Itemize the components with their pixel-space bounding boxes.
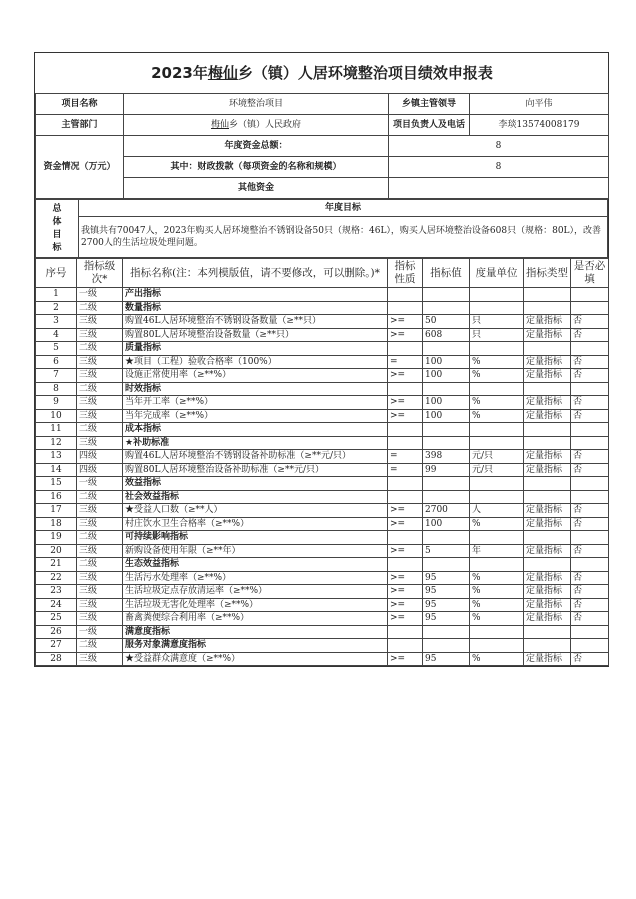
cell-value — [423, 423, 470, 437]
annual-total: 8 — [389, 136, 609, 157]
table-row — [36, 369, 609, 383]
cell-name: 生活污水处理率（≥**%） — [123, 571, 388, 585]
cell-unit — [470, 423, 524, 437]
cell-type: 定量指标 — [524, 504, 571, 518]
header-table — [35, 53, 609, 199]
cell-seq: 16 — [36, 490, 77, 504]
cell-value: 398 — [423, 450, 470, 464]
cell-required: 否 — [571, 517, 609, 531]
cell-type: 定量指标 — [524, 612, 571, 626]
table-row — [36, 531, 609, 545]
cell-level: 三级 — [77, 571, 123, 585]
cell-property: >= — [388, 315, 423, 329]
cell-property: >= — [388, 585, 423, 599]
cell-required: 否 — [571, 504, 609, 518]
cell-unit: 年 — [470, 544, 524, 558]
cell-name: 购置46L人居环境整治不锈钢设备数量（≥**只） — [123, 315, 388, 329]
cell-property: >= — [388, 612, 423, 626]
cell-seq: 13 — [36, 450, 77, 464]
cell-seq: 12 — [36, 436, 77, 450]
goal-label: 总体目标 — [36, 200, 79, 258]
cell-value — [423, 382, 470, 396]
cell-required: 否 — [571, 463, 609, 477]
cell-name: 可持续影响指标 — [123, 531, 388, 545]
project-name-label: 项目名称 — [36, 94, 124, 115]
cell-property — [388, 342, 423, 356]
column-header-name: 指标名称(注：本列模版值，请不要修改，可以删除。)* — [123, 259, 388, 288]
cell-level: 三级 — [77, 598, 123, 612]
cell-unit — [470, 342, 524, 356]
cell-value: 100 — [423, 369, 470, 383]
column-header-value: 指标值 — [423, 259, 470, 288]
cell-level: 一级 — [77, 477, 123, 491]
table-row — [36, 639, 609, 653]
cell-required: 否 — [571, 315, 609, 329]
cell-unit: % — [470, 355, 524, 369]
cell-required — [571, 625, 609, 639]
column-header-seq: 序号 — [36, 259, 77, 288]
cell-seq: 20 — [36, 544, 77, 558]
cell-name: 满意度指标 — [123, 625, 388, 639]
cell-type: 定量指标 — [524, 328, 571, 342]
cell-level: 三级 — [77, 436, 123, 450]
cell-required: 否 — [571, 652, 609, 666]
cell-property — [388, 625, 423, 639]
cell-value: 95 — [423, 585, 470, 599]
contact-label: 项目负责人及电话 — [389, 115, 470, 136]
cell-level: 二级 — [77, 558, 123, 572]
cell-value — [423, 625, 470, 639]
cell-level: 二级 — [77, 639, 123, 653]
cell-required — [571, 301, 609, 315]
cell-type — [524, 477, 571, 491]
cell-level: 三级 — [77, 315, 123, 329]
cell-property — [388, 288, 423, 302]
cell-level: 三级 — [77, 328, 123, 342]
cell-level: 三级 — [77, 409, 123, 423]
cell-type: 定量指标 — [524, 315, 571, 329]
cell-value: 95 — [423, 571, 470, 585]
cell-property — [388, 382, 423, 396]
cell-level: 三级 — [77, 504, 123, 518]
cell-type — [524, 301, 571, 315]
cell-property: >= — [388, 544, 423, 558]
cell-seq: 18 — [36, 517, 77, 531]
cell-property — [388, 639, 423, 653]
table-row — [36, 490, 609, 504]
cell-value — [423, 558, 470, 572]
cell-name: 产出指标 — [123, 288, 388, 302]
cell-level: 三级 — [77, 517, 123, 531]
cell-unit: 人 — [470, 504, 524, 518]
cell-value: 608 — [423, 328, 470, 342]
cell-seq: 24 — [36, 598, 77, 612]
table-row — [36, 342, 609, 356]
cell-required — [571, 490, 609, 504]
cell-property — [388, 423, 423, 437]
cell-required — [571, 639, 609, 653]
cell-unit — [470, 531, 524, 545]
cell-seq: 4 — [36, 328, 77, 342]
cell-level: 二级 — [77, 531, 123, 545]
cell-required — [571, 423, 609, 437]
cell-name: 数量指标 — [123, 301, 388, 315]
cell-seq: 6 — [36, 355, 77, 369]
cell-name: 服务对象满意度指标 — [123, 639, 388, 653]
cell-property — [388, 490, 423, 504]
cell-required — [571, 342, 609, 356]
cell-type — [524, 382, 571, 396]
cell-name: 成本指标 — [123, 423, 388, 437]
table-row — [36, 558, 609, 572]
cell-name: 当年完成率（≥**%） — [123, 409, 388, 423]
cell-name: ★受益群众满意度（≥**%） — [123, 652, 388, 666]
cell-seq: 26 — [36, 625, 77, 639]
cell-required: 否 — [571, 585, 609, 599]
cell-level: 三级 — [77, 355, 123, 369]
cell-property: = — [388, 463, 423, 477]
cell-level: 三级 — [77, 544, 123, 558]
cell-value: 99 — [423, 463, 470, 477]
cell-level: 四级 — [77, 450, 123, 464]
cell-level: 三级 — [77, 369, 123, 383]
table-row — [36, 301, 609, 315]
cell-level: 三级 — [77, 585, 123, 599]
cell-unit: 只 — [470, 315, 524, 329]
cell-value: 50 — [423, 315, 470, 329]
cell-required — [571, 531, 609, 545]
column-header-required: 是否必填 — [571, 259, 609, 288]
cell-type — [524, 288, 571, 302]
cell-seq: 22 — [36, 571, 77, 585]
cell-type — [524, 639, 571, 653]
cell-name: 购置46L人居环境整治不锈钢设备补助标准（≥**元/只） — [123, 450, 388, 464]
table-row — [36, 396, 609, 410]
cell-unit — [470, 477, 524, 491]
cell-name: ★受益人口数（≥**人） — [123, 504, 388, 518]
table-row — [36, 544, 609, 558]
cell-seq: 9 — [36, 396, 77, 410]
cell-value — [423, 288, 470, 302]
cell-level: 三级 — [77, 612, 123, 626]
cell-seq: 11 — [36, 423, 77, 437]
cell-type — [524, 342, 571, 356]
cell-value: 100 — [423, 409, 470, 423]
cell-unit: % — [470, 612, 524, 626]
cell-property: >= — [388, 517, 423, 531]
cell-property: = — [388, 355, 423, 369]
dept: 梅仙乡（镇）人民政府 — [124, 115, 389, 136]
table-row — [36, 328, 609, 342]
cell-value — [423, 490, 470, 504]
cell-unit — [470, 436, 524, 450]
cell-unit — [470, 490, 524, 504]
table-row — [36, 315, 609, 329]
cell-type: 定量指标 — [524, 396, 571, 410]
cell-required — [571, 288, 609, 302]
cell-name: 生活垃圾定点存放清运率（≥**%） — [123, 585, 388, 599]
cell-type — [524, 436, 571, 450]
cell-property — [388, 531, 423, 545]
cell-name: 生态效益指标 — [123, 558, 388, 572]
cell-property: >= — [388, 409, 423, 423]
table-row — [36, 517, 609, 531]
cell-required: 否 — [571, 369, 609, 383]
cell-seq: 28 — [36, 652, 77, 666]
fiscal: 8 — [389, 157, 609, 178]
cell-type — [524, 490, 571, 504]
column-header-level: 指标级次* — [77, 259, 123, 288]
table-row — [36, 463, 609, 477]
cell-value — [423, 639, 470, 653]
cell-required: 否 — [571, 328, 609, 342]
cell-unit: % — [470, 571, 524, 585]
cell-required: 否 — [571, 450, 609, 464]
cell-level: 二级 — [77, 382, 123, 396]
cell-name: ★补助标准 — [123, 436, 388, 450]
annual-total-label: 年度资金总额： — [124, 136, 389, 157]
table-row — [36, 382, 609, 396]
cell-name: 质量指标 — [123, 342, 388, 356]
cell-unit — [470, 625, 524, 639]
table-row — [36, 450, 609, 464]
cell-type: 定量指标 — [524, 571, 571, 585]
cell-seq: 14 — [36, 463, 77, 477]
cell-seq: 27 — [36, 639, 77, 653]
cell-value — [423, 436, 470, 450]
cell-property: >= — [388, 571, 423, 585]
table-row — [36, 571, 609, 585]
cell-type — [524, 423, 571, 437]
cell-name: 生活垃圾无害化处理率（≥**%） — [123, 598, 388, 612]
form-title: 2023年梅仙乡（镇）人居环境整治项目绩效申报表 — [36, 53, 609, 94]
cell-required: 否 — [571, 396, 609, 410]
cell-required: 否 — [571, 355, 609, 369]
cell-type: 定量指标 — [524, 517, 571, 531]
cell-property: >= — [388, 328, 423, 342]
cell-name: 新购设备使用年限（≥**年） — [123, 544, 388, 558]
cell-level: 三级 — [77, 652, 123, 666]
cell-unit — [470, 639, 524, 653]
cell-level: 一级 — [77, 288, 123, 302]
cell-type — [524, 625, 571, 639]
cell-seq: 3 — [36, 315, 77, 329]
cell-seq: 2 — [36, 301, 77, 315]
cell-value: 2700 — [423, 504, 470, 518]
indicator-table — [35, 258, 609, 666]
cell-property — [388, 558, 423, 572]
cell-unit: % — [470, 652, 524, 666]
cell-name: 购置80L人居环境整治设备补助标准（≥**元/只） — [123, 463, 388, 477]
cell-type: 定量指标 — [524, 450, 571, 464]
table-row — [36, 585, 609, 599]
cell-unit — [470, 382, 524, 396]
cell-required — [571, 382, 609, 396]
funds-label: 资金情况（万元） — [36, 136, 124, 199]
column-header-type: 指标类型 — [524, 259, 571, 288]
cell-unit — [470, 288, 524, 302]
leader: 向平伟 — [470, 94, 609, 115]
cell-property: >= — [388, 396, 423, 410]
cell-seq: 23 — [36, 585, 77, 599]
cell-type: 定量指标 — [524, 598, 571, 612]
cell-type: 定量指标 — [524, 463, 571, 477]
cell-unit: % — [470, 409, 524, 423]
cell-seq: 25 — [36, 612, 77, 626]
cell-unit — [470, 301, 524, 315]
table-row — [36, 355, 609, 369]
cell-property: = — [388, 450, 423, 464]
cell-name: 当年开工率（≥**%） — [123, 396, 388, 410]
table-row — [36, 288, 609, 302]
cell-level: 二级 — [77, 423, 123, 437]
cell-unit: 只 — [470, 328, 524, 342]
cell-unit — [470, 558, 524, 572]
cell-name: 社会效益指标 — [123, 490, 388, 504]
cell-type: 定量指标 — [524, 355, 571, 369]
cell-seq: 17 — [36, 504, 77, 518]
cell-name: 购置80L人居环境整治设备数量（≥**只） — [123, 328, 388, 342]
cell-value: 100 — [423, 355, 470, 369]
goal-text: 我镇共有70047人，2023年购买人居环境整治不锈钢设备50只（规格：46L），购买人居环境整治设备608只（规格：80L），改善2700人的生活垃圾处理问题。 — [79, 217, 608, 258]
cell-seq: 1 — [36, 288, 77, 302]
cell-level: 一级 — [77, 625, 123, 639]
cell-property — [388, 301, 423, 315]
cell-type: 定量指标 — [524, 409, 571, 423]
cell-unit: % — [470, 396, 524, 410]
cell-property: >= — [388, 504, 423, 518]
table-row — [36, 409, 609, 423]
project-name: 环境整治项目 — [124, 94, 389, 115]
cell-type — [524, 531, 571, 545]
goal-header: 年度目标 — [79, 200, 608, 217]
cell-seq: 5 — [36, 342, 77, 356]
cell-value: 95 — [423, 598, 470, 612]
cell-required — [571, 436, 609, 450]
cell-value: 100 — [423, 396, 470, 410]
cell-seq: 7 — [36, 369, 77, 383]
cell-property — [388, 436, 423, 450]
cell-name: 时效指标 — [123, 382, 388, 396]
cell-property — [388, 477, 423, 491]
cell-name: 设施正常使用率（≥**%） — [123, 369, 388, 383]
dept-label: 主管部门 — [36, 115, 124, 136]
contact: 李琰13574008179 — [470, 115, 609, 136]
cell-unit: 元/只 — [470, 450, 524, 464]
cell-name: 效益指标 — [123, 477, 388, 491]
performance-form — [34, 52, 609, 667]
table-row — [36, 477, 609, 491]
cell-required: 否 — [571, 409, 609, 423]
cell-required: 否 — [571, 598, 609, 612]
cell-type: 定量指标 — [524, 369, 571, 383]
cell-type: 定量指标 — [524, 544, 571, 558]
leader-label: 乡镇主管领导 — [389, 94, 470, 115]
cell-value: 100 — [423, 517, 470, 531]
cell-level: 二级 — [77, 342, 123, 356]
other-funds — [389, 178, 609, 199]
cell-property: >= — [388, 369, 423, 383]
table-row — [36, 423, 609, 437]
cell-unit: % — [470, 585, 524, 599]
cell-unit: % — [470, 369, 524, 383]
table-row — [36, 625, 609, 639]
cell-unit: 元/只 — [470, 463, 524, 477]
other-funds-label: 其他资金 — [124, 178, 389, 199]
column-header-unit: 度量单位 — [470, 259, 524, 288]
column-header-property: 指标性质 — [388, 259, 423, 288]
cell-level: 二级 — [77, 490, 123, 504]
cell-name: 畜禽粪便综合利用率（≥**%） — [123, 612, 388, 626]
table-row — [36, 612, 609, 626]
cell-value — [423, 531, 470, 545]
cell-level: 二级 — [77, 301, 123, 315]
cell-unit: % — [470, 598, 524, 612]
cell-level: 四级 — [77, 463, 123, 477]
cell-seq: 15 — [36, 477, 77, 491]
cell-required: 否 — [571, 544, 609, 558]
cell-seq: 21 — [36, 558, 77, 572]
cell-type: 定量指标 — [524, 652, 571, 666]
cell-name: 村庄饮水卫生合格率（≥**%） — [123, 517, 388, 531]
table-row — [36, 436, 609, 450]
cell-required — [571, 558, 609, 572]
cell-property: >= — [388, 598, 423, 612]
cell-level: 三级 — [77, 396, 123, 410]
goal-table — [35, 199, 608, 258]
cell-required — [571, 477, 609, 491]
cell-unit: % — [470, 517, 524, 531]
cell-property: >= — [388, 652, 423, 666]
fiscal-label: 其中：财政拨款（每项资金的名称和规模） — [124, 157, 389, 178]
cell-type — [524, 558, 571, 572]
cell-required: 否 — [571, 571, 609, 585]
cell-value — [423, 301, 470, 315]
table-row — [36, 652, 609, 666]
cell-name: ★项目（工程）验收合格率（100%） — [123, 355, 388, 369]
cell-value: 5 — [423, 544, 470, 558]
cell-value — [423, 477, 470, 491]
cell-seq: 8 — [36, 382, 77, 396]
cell-seq: 10 — [36, 409, 77, 423]
cell-value: 95 — [423, 652, 470, 666]
cell-seq: 19 — [36, 531, 77, 545]
cell-value: 95 — [423, 612, 470, 626]
table-row — [36, 504, 609, 518]
cell-type: 定量指标 — [524, 585, 571, 599]
table-row — [36, 598, 609, 612]
cell-value — [423, 342, 470, 356]
cell-required: 否 — [571, 612, 609, 626]
